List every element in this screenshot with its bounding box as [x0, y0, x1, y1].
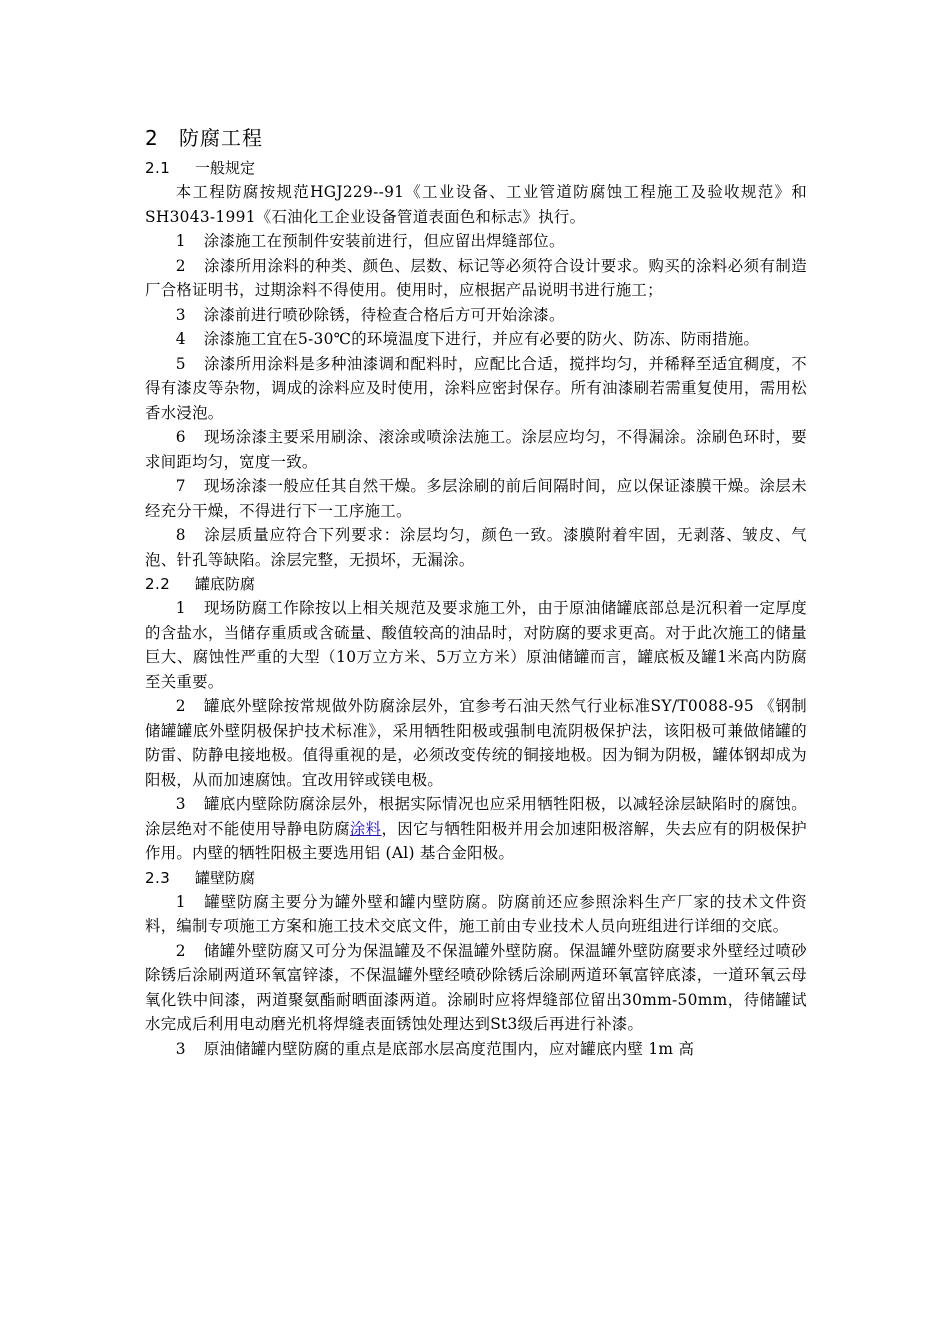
- item-text: 现场涂漆主要采用刷涂、滚涂或喷涂法施工。涂层应均匀，不得漏涂。涂刷色环时，要求间距均匀，宽度一致。: [145, 428, 807, 471]
- list-item: [145, 1037, 807, 1062]
- list-item: [145, 425, 807, 474]
- item-text: 涂层质量应符合下列要求：涂层均匀，颜色一致。漆膜附着牢固，无剥落、皱皮、气泡、针孔等缺陷。涂层完整，无损坏，无漏涂。: [145, 526, 807, 569]
- item-number: 2: [175, 697, 186, 715]
- list-item: [145, 229, 807, 254]
- item-number: 1: [175, 599, 186, 617]
- subsection-title: 一般规定: [195, 159, 256, 177]
- section-title: 防腐工程: [179, 126, 263, 150]
- item-number: 5: [175, 354, 186, 373]
- item-number: 2: [175, 256, 186, 275]
- section-heading: [145, 122, 807, 154]
- subsection-heading-2-1: [145, 156, 807, 180]
- subsection-heading-2-2: [145, 572, 807, 596]
- list-item: [145, 254, 807, 303]
- item-text: 涂漆施工宜在5-30℃的环境温度下进行，并应有必要的防火、防冻、防雨措施。: [203, 330, 760, 348]
- item-text: 涂漆施工在预制件安装前进行，但应留出焊缝部位。: [203, 232, 565, 250]
- item-number: 7: [175, 477, 186, 495]
- item-text: 涂漆所用涂料是多种油漆调和配料时，应配比合适，搅拌均匀，并稀释至适宜稠度，不得有漆皮等杂物，调成的涂料应及时使用，涂料应密封保存。所有油漆刷若需重复使用，需用松香水浸泡。: [145, 354, 807, 422]
- subsection-number: 2.3: [145, 868, 171, 887]
- list-item: [145, 694, 807, 792]
- subsection-heading-2-3: [145, 866, 807, 890]
- item-text: 储罐外壁防腐又可分为保温罐及不保温罐外壁防腐。保温罐外壁防腐要求外壁经过喷砂除锈后涂刷两道环氧富锌漆，不保温罐外壁经喷砂除锈后涂刷两道环氧富锌底漆，一道环氧云母氧化铁中间漆，两道聚氨酯耐晒面漆两道。涂刷时应将焊缝部位留出30mm-50mm，待储罐试水完成后利用电动磨光机将焊缝表面锈蚀处理达到St3级后再进行补漆。: [145, 941, 807, 1033]
- subsection-number: 2.1: [145, 159, 171, 177]
- item-text: 罐底内壁除防腐涂层外，根据实际情况也应采用牺牲阳极，以减轻涂层缺陷时的腐蚀。涂层绝对不能使用导静电防腐: [145, 795, 807, 838]
- document-body: [145, 122, 807, 1061]
- list-item: [145, 352, 807, 426]
- item-text: 原油储罐内壁防腐的重点是底部水层高度范围内，应对罐底内壁 1m 高: [203, 1039, 695, 1058]
- list-item: [145, 303, 807, 328]
- item-number: 1: [175, 892, 186, 911]
- list-item: [145, 792, 807, 866]
- section-number: 2: [145, 126, 159, 150]
- item-text: 涂漆前进行喷砂除锈，待检查合格后方可开始涂漆。: [203, 305, 565, 324]
- item-number: 3: [175, 305, 186, 324]
- item-text: ，因它与牺牲阳极并用会加速阳极溶解，失去应有的阴极保护作用。内壁的牺牲阳极主要选用铝 (Al) 基合金阳极。: [145, 819, 807, 862]
- paragraph-intro: 本工程防腐按规范HGJ229--91《工业设备、工业管道防腐蚀工程施工及验收规范》和SH3043-1991《石油化工企业设备管道表面色和标志》执行。: [145, 183, 807, 226]
- list-item: [145, 596, 807, 694]
- list-item: [145, 327, 807, 352]
- subsection-number: 2.2: [145, 575, 171, 593]
- coating-link[interactable]: 涂料: [349, 819, 382, 838]
- item-number: 4: [175, 330, 186, 348]
- subsection-title: 罐壁防腐: [195, 868, 256, 887]
- list-item: [145, 523, 807, 572]
- item-number: 3: [175, 795, 186, 813]
- item-text: 罐壁防腐主要分为罐外壁和罐内壁防腐。防腐前还应参照涂料生产厂家的技术文件资料，编制专项施工方案和施工技术交底文件，施工前由专业技术人员向班组进行详细的交底。: [145, 892, 807, 935]
- list-item: [145, 474, 807, 523]
- list-item: [145, 890, 807, 939]
- item-text: 现场防腐工作除按以上相关规范及要求施工外，由于原油储罐底部总是沉积着一定厚度的含盐水，当储存重质或含硫量、酸值较高的油品时，对防腐的要求更高。对于此次施工的储量巨大、腐蚀性严重的大型（10万立方米、5万立方米）原油储罐而言，罐底板及罐1米高内防腐至关重要。: [145, 599, 807, 691]
- item-number: 3: [175, 1039, 186, 1058]
- list-item: [145, 939, 807, 1037]
- item-number: 8: [175, 526, 186, 544]
- item-number: 6: [175, 428, 186, 446]
- item-text: 涂漆所用涂料的种类、颜色、层数、标记等必须符合设计要求。购买的涂料必须有制造厂合格证明书，过期涂料不得使用。使用时，应根据产品说明书进行施工；: [145, 256, 807, 299]
- item-number: 1: [175, 232, 186, 250]
- item-text: 罐底外壁除按常规做外防腐涂层外，宜参考石油天然气行业标准SY/T0088-95 《钢制储罐罐底外壁阴极保护技术标准》，采用牺牲阳极或强制电流阴极保护法，该阳极可兼做储罐的防雷、防静电接地极。值得重视的是，必须改变传统的铜接地极。因为铜为阴极，罐体钢却成为阳极，从而加速腐蚀。宜改用锌或镁电极。: [145, 697, 807, 789]
- item-number: 2: [175, 941, 186, 960]
- subsection-title: 罐底防腐: [195, 575, 256, 593]
- item-text: 现场涂漆一般应任其自然干燥。多层涂刷的前后间隔时间，应以保证漆膜干燥。涂层未经充分干燥，不得进行下一工序施工。: [145, 477, 807, 520]
